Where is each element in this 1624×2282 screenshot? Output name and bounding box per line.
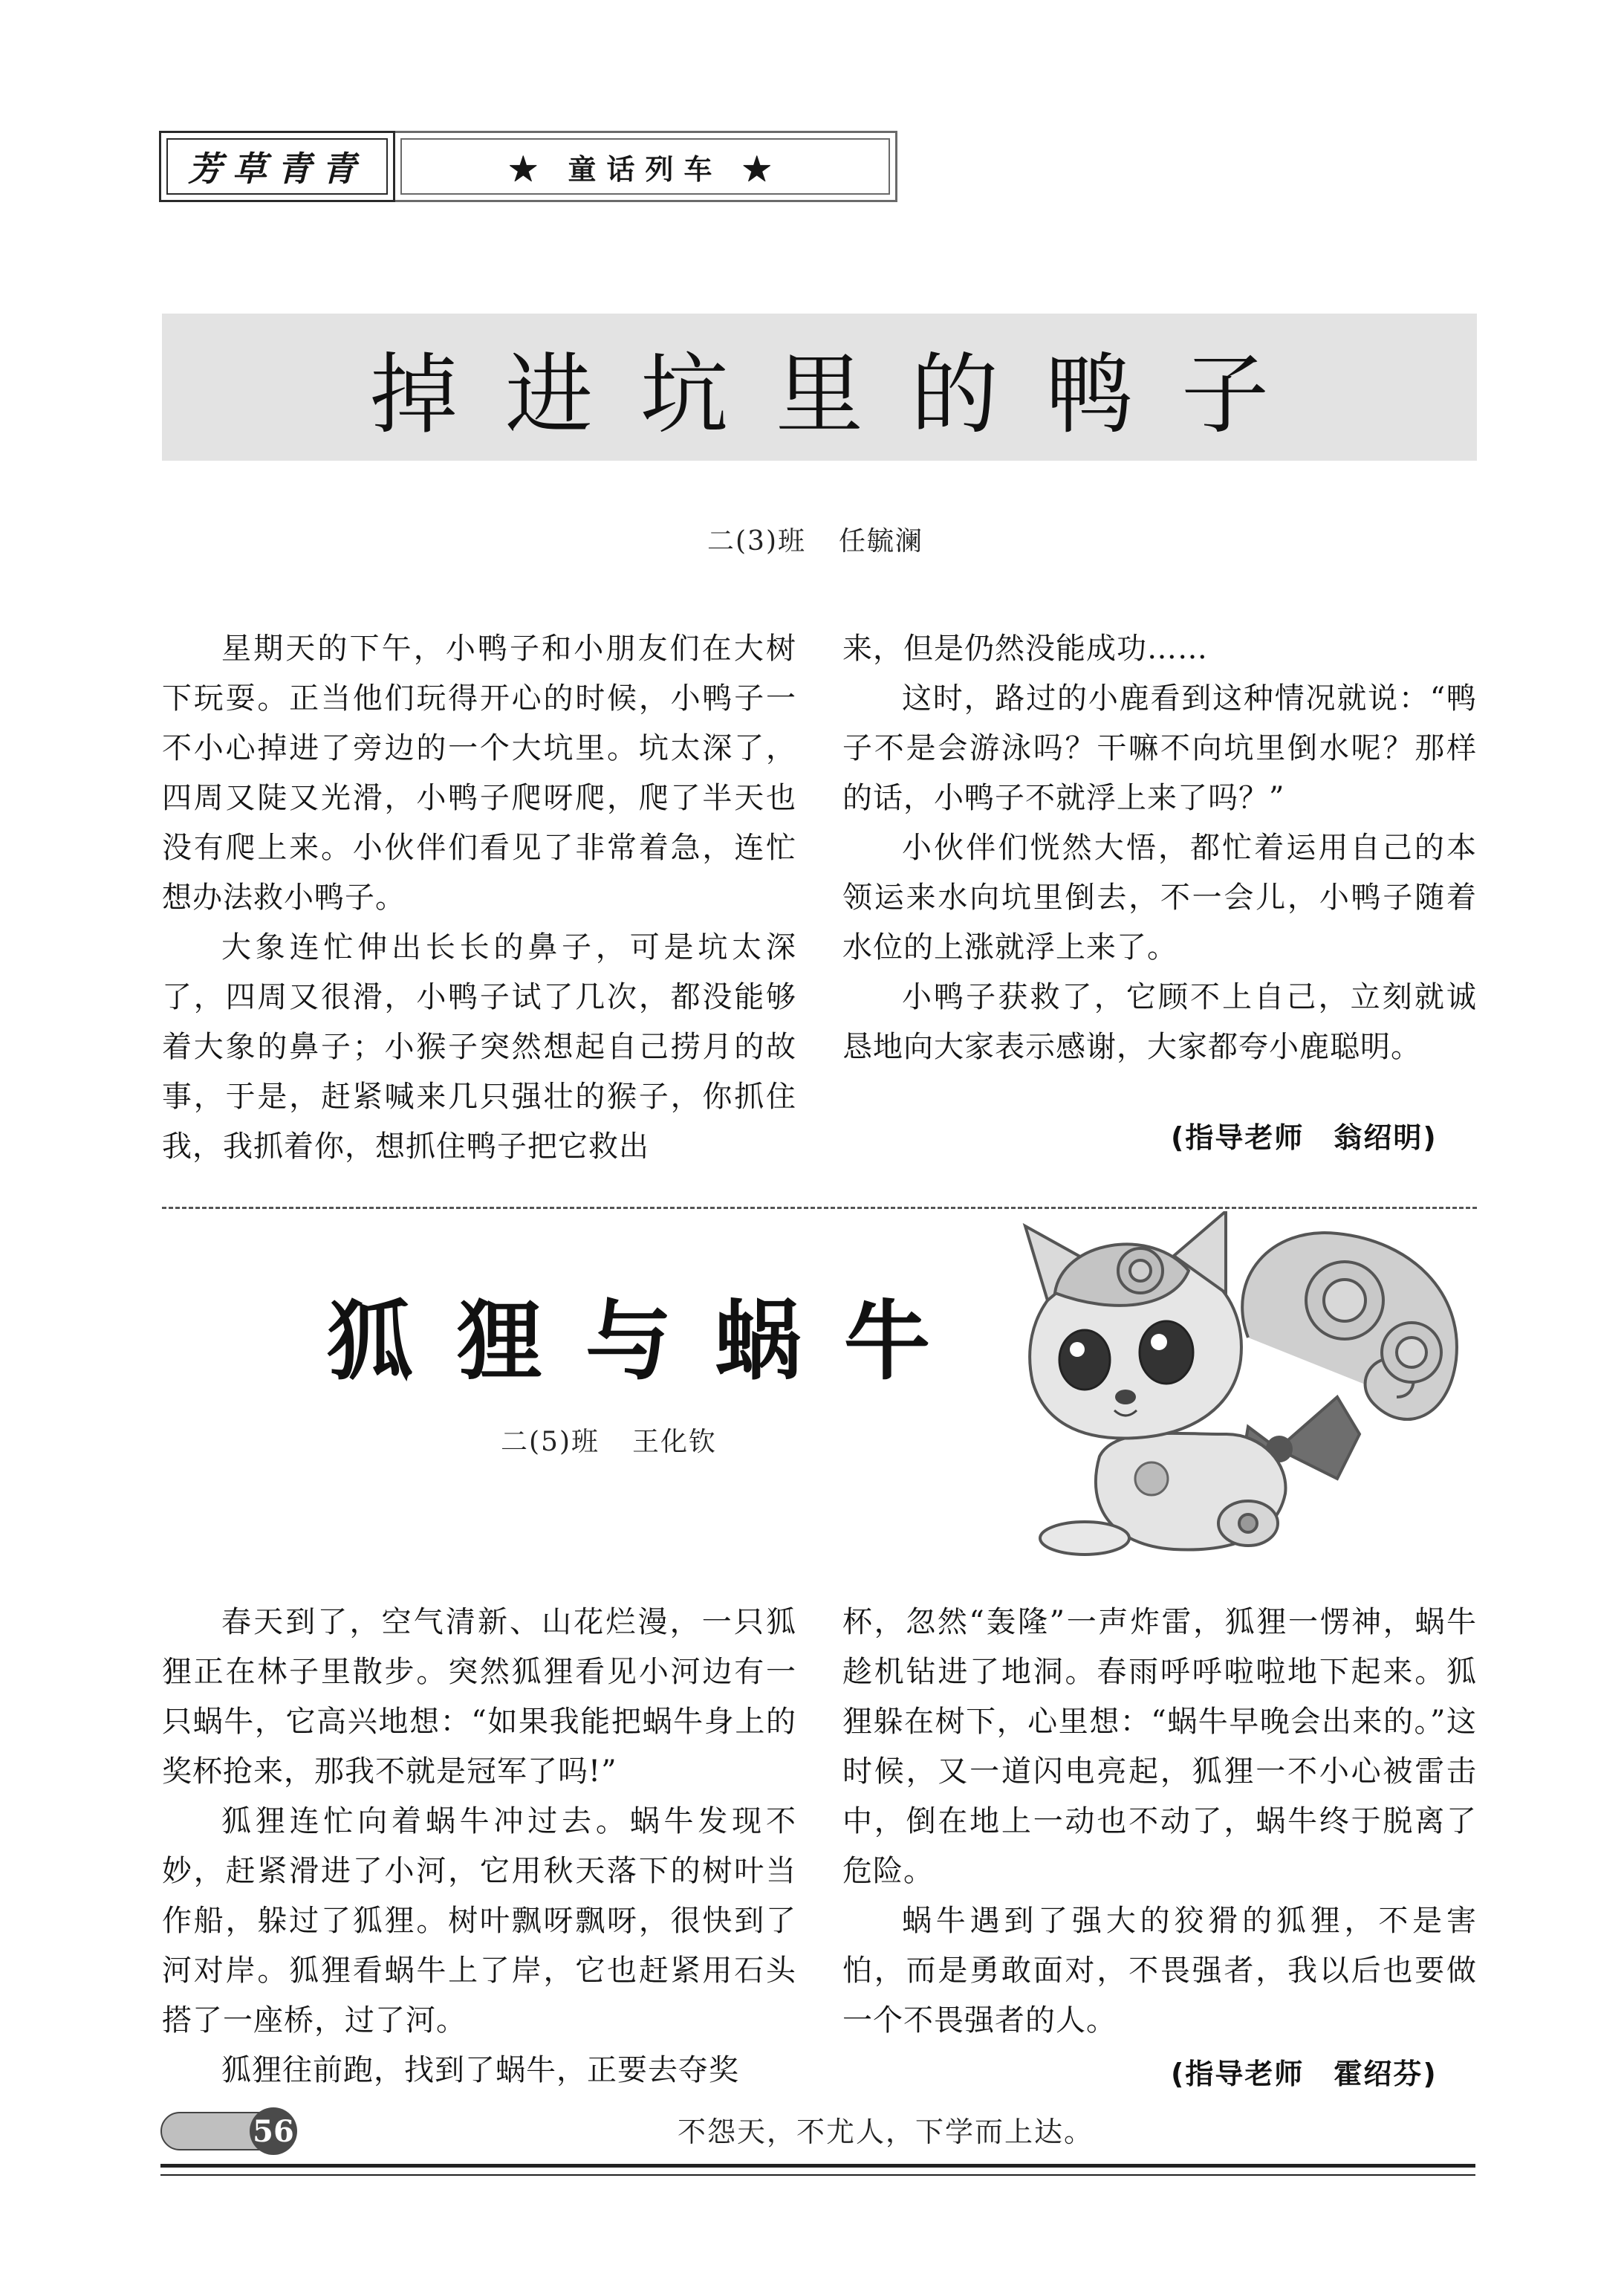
cat-illustration — [1003, 1211, 1478, 1560]
paragraph: 小伙伴们恍然大悟，都忙着运用自己的本领运来水向坑里倒去，不一会儿，小鸭子随着水位的上涨就浮上来了。 — [842, 831, 1477, 965]
story2-byline-class: 二(5)班 — [501, 1427, 600, 1457]
story2-teacher-prefix: (指导老师 — [1171, 2058, 1305, 2090]
story2-teacher-name: 霍绍芬) — [1334, 2058, 1438, 2090]
paragraph: 小鸭子获救了，它顾不上自己，立刻就诚恳地向大家表示感谢，大家都夸小鹿聪明。 — [842, 980, 1477, 1064]
paragraph: 杯，忽然“轰隆”一声炸雷，狐狸一愣神，蜗牛趁机钻进了地洞。春雨呼呼啦啦地下起来。狐狸躲在树下，心里想：“蜗牛早晚会出来的。”这时候，又一道闪电亮起，狐狸一不小心被雷击中，倒在地上一动也不动了，蜗牛终于脱离了危险。 — [842, 1605, 1477, 1888]
story1-teacher — [1171, 1115, 1438, 1155]
series-box — [159, 131, 395, 202]
page-number: 56 — [250, 2107, 297, 2155]
paragraph: 大象连忙伸出长长的鼻子，可是坑太深了，四周又很滑，小鸭子试了几次，都没能够着大象的鼻子；小猴子突然想起自己捞月的故事，于是，赶紧喊来几只强壮的猴子，你抓住我，我抓着你，想抓住鸭子把它救出 — [162, 930, 796, 1164]
story2-left-column — [162, 1598, 796, 2095]
story2-teacher — [1171, 2051, 1438, 2092]
paragraph: 来，但是仍然没能成功…… — [842, 632, 1208, 666]
story1-teacher-prefix: (指导老师 — [1171, 1121, 1305, 1154]
story1-byline-author: 任毓澜 — [839, 526, 924, 557]
footer-motto: 不怨天，不尤人，下学而上达。 — [678, 2116, 1094, 2148]
story2-title: 狐狸与蜗牛 — [327, 1291, 973, 1392]
paragraph: 狐狸连忙向着蜗牛冲过去。蜗牛发现不妙，赶紧滑进了小河，它用秋天落下的树叶当作船，躲过了狐狸。树叶飘呀飘呀，很快到了河对岸。狐狸看蜗牛上了岸，它也赶紧用石头搭了一座桥，过了河。 — [162, 1804, 796, 2038]
story2-byline-author: 王化钦 — [632, 1427, 718, 1457]
story2-right-column — [842, 1598, 1477, 2046]
paragraph: 春天到了，空气清新、山花烂漫，一只狐狸正在林子里散步。突然狐狸看见小河边有一只蜗牛，它高兴地想：“如果我能把蜗牛身上的奖杯抢来，那我不就是冠军了吗!” — [162, 1605, 796, 1789]
paragraph: 这时，路过的小鹿看到这种情况就说：“鸭子不是会游泳吗？干嘛不向坑里倒水呢？那样的话，小鸭子不就浮上来了吗？” — [842, 681, 1477, 815]
paragraph: 星期天的下午，小鸭子和小朋友们在大树下玩耍。正当他们玩得开心的时候，小鸭子一不小心掉进了旁边的一个大坑里。坑太深了，四周又陡又光滑，小鸭子爬呀爬，爬了半天也没有爬上来。小伙伴们看见了非常着急，连忙想办法救小鸭子。 — [162, 632, 796, 915]
story1-title: 掉进坑里的鸭子 — [369, 343, 1316, 446]
story1-teacher-name: 翁绍明) — [1334, 1121, 1438, 1154]
section-divider — [162, 1207, 1477, 1209]
paragraph: 蜗牛遇到了强大的狡猾的狐狸，不是害怕，而是勇敢面对，不畏强者，我以后也要做一个不畏强者的人。 — [842, 1904, 1477, 2038]
footer-rule — [160, 2174, 1475, 2176]
story1-right-column — [842, 624, 1477, 1072]
story1-left-column — [162, 624, 796, 1172]
footer-rule — [160, 2164, 1475, 2168]
column-name: ★ 童话列车 ★ — [509, 152, 782, 186]
series-name: 芳草青青 — [188, 149, 366, 189]
column-box — [395, 131, 897, 202]
story2-byline — [501, 1421, 717, 1459]
story1-byline-class: 二(3)班 — [707, 526, 806, 557]
story1-title-bar — [162, 314, 1477, 461]
paragraph: 狐狸往前跑，找到了蜗牛，正要去夺奖 — [221, 2053, 739, 2087]
story1-byline — [707, 520, 923, 558]
